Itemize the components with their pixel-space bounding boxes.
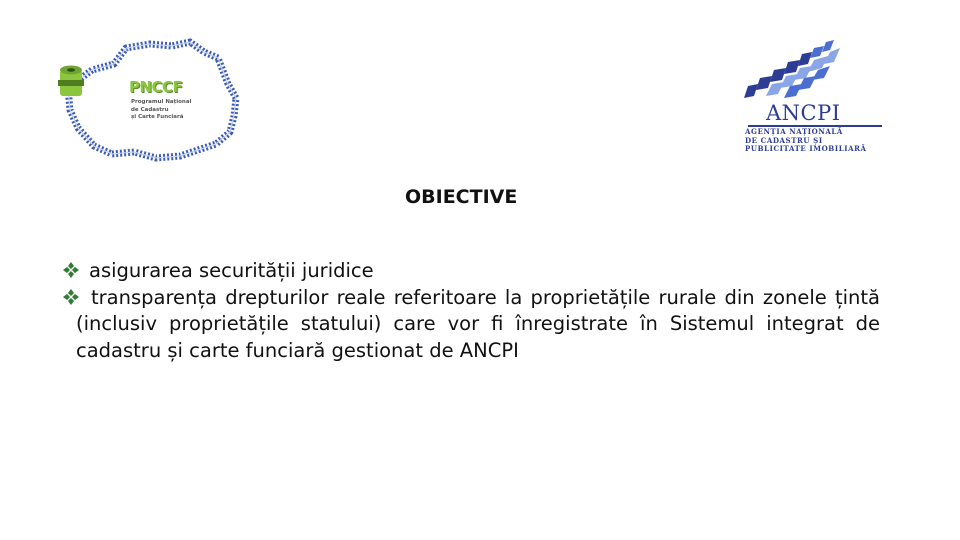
pnccf-subtitle-line: de Cadastru <box>131 106 169 113</box>
pnccf-subtitle <box>131 99 211 122</box>
ancpi-full-name-line: AGENȚIA NAȚIONALĂ <box>745 127 843 136</box>
list-item-text: transparența drepturilor reale referitoare la proprietățile rurale din zonele țintă (inclusiv proprietățile statului) care vor fi înregistrate în Sistemul integrat de cadastru și carte funciară gestionat de ANCPI <box>76 285 880 362</box>
list-item <box>62 285 880 365</box>
pnccf-subtitle-line: Programul Național <box>131 99 192 105</box>
ancpi-stripes-icon <box>744 40 840 98</box>
diamond-bullet-icon <box>62 261 80 279</box>
roll-icon <box>58 66 84 97</box>
list-item-text: asigurarea securității juridice <box>89 259 374 282</box>
objectives-list <box>62 258 880 364</box>
ancpi-full-name <box>745 128 885 154</box>
diamond-bullet-icon <box>62 288 80 306</box>
list-item <box>62 258 880 285</box>
ancpi-name: ANCPI <box>766 101 841 125</box>
pnccf-subtitle-line: și Carte Funciară <box>131 114 184 120</box>
slide-title: OBIECTIVE <box>405 186 518 208</box>
ancpi-full-name-line: DE CADASTRU ȘI <box>745 135 823 145</box>
pnccf-title: PNCCF <box>129 78 183 96</box>
ancpi-full-name-line: PUBLICITATE IMOBILIARĂ <box>745 144 867 153</box>
